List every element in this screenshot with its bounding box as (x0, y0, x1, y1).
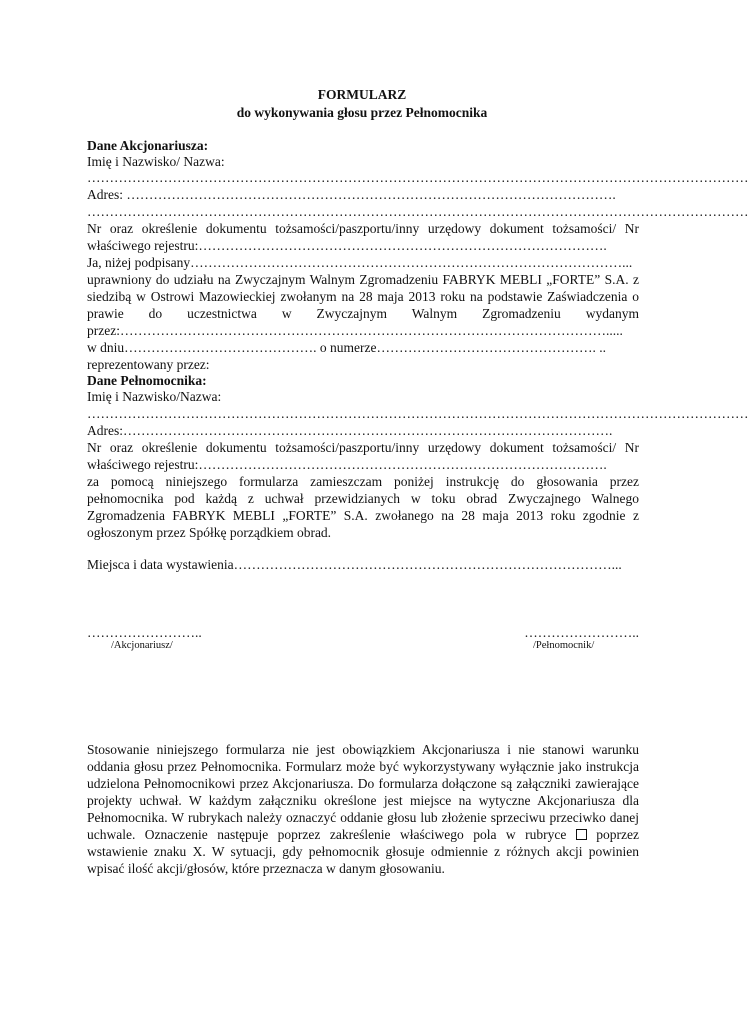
proxy-name-field[interactable]: ………………………………………………………………………………………………………………………………… (87, 406, 749, 421)
instruction-text-1: za pomocą niniejszego formularza zamieszczam poniżej instrukcję do głosowania przez (87, 474, 639, 489)
shareholder-address-continued[interactable]: ………………………………………………………………………………………………………………………………… (87, 204, 749, 219)
shareholder-name-label: Imię i Nazwisko/ Nazwa: (87, 154, 225, 169)
shareholder-signature-label: /Akcjonariusz/ (111, 640, 173, 651)
footer-text-6b: poprzez (596, 827, 640, 842)
shareholder-id-label: Nr oraz określenie dokumentu tożsamości/paszportu/inny urzędowy dokument tożsamości/ Nr (87, 221, 639, 236)
proxy-signature-line[interactable]: …………………….. (524, 625, 639, 640)
footer-text-3: udzielona Pełnomocnikowi przez Akcjonariusza. Do formularza dołączone są załączniki zawierające (87, 776, 639, 791)
footer-text-5: Pełnomocnika. W rubrykach należy oznaczyć oddanie głosu lub złożenie sprzeciwu przeciwko danej (87, 810, 639, 825)
authorization-text-1: uprawniony do udziału na Zwyczajnym Walnym Zgromadzeniu FABRYK MEBLI „FORTE” S.A. z (87, 272, 639, 287)
signed-name-field[interactable]: Ja, niżej podpisany……………………………………………………………………………………... (87, 255, 633, 270)
proxy-name-label: Imię i Nazwisko/Nazwa: (87, 389, 222, 404)
shareholder-name-field[interactable]: ………………………………………………………………………………………………………………………………… (87, 170, 749, 185)
authorization-text-3: prawie do uczestnictwa w Zwyczajnym Walnym Zgromadzeniu wydanym (87, 306, 639, 321)
issued-by-field[interactable]: przez:………………………………………………………………………………………………..... (87, 323, 623, 338)
footer-text-4: projekty uchwał. W każdym załączniku określone jest miejsce na wytyczne Akcjonariusza dla (87, 793, 639, 808)
footer-text-2: oddania głosu przez Pełnomocnika. Formularz może być wykorzystywany wyłącznie jako instrukcja (87, 759, 639, 774)
proxy-signature-label: /Pełnomocnik/ (533, 640, 595, 651)
form-title: FORMULARZ (317, 87, 407, 102)
checkbox-icon (576, 829, 587, 840)
instruction-text-3: Zgromadzenia FABRYK MEBLI „FORTE” S.A. zwołanego na 28 maja 2013 roku zgodnie z (87, 508, 639, 523)
instruction-text-4: ogłoszonym przez Spółkę porządkiem obrad. (87, 525, 332, 540)
footer-text-6 (87, 826, 639, 844)
shareholder-address-field[interactable]: Adres: ………………………………………………………………………………………………. (87, 187, 616, 202)
shareholder-signature-line[interactable]: …………………….. (87, 625, 202, 640)
place-date-field[interactable]: Miejsca i data wystawienia…………………………………………………………………………... (87, 557, 622, 572)
represented-by-label: reprezentowany przez: (87, 357, 210, 372)
proxy-id-label: Nr oraz określenie dokumentu tożsamości/paszportu/inny urzędowy dokument tożsamości/ Nr (87, 440, 639, 455)
shareholder-registry-field[interactable]: właściwego rejestru:………………………………………………………………………………. (87, 238, 607, 253)
footer-text-6a: uchwale. Oznaczenie następuje poprzez zakreślenie właściwego pola w rubryce (87, 827, 567, 842)
form-subtitle: do wykonywania głosu przez Pełnomocnika (236, 105, 488, 120)
footer-text-7: wstawienie znaku X. W sytuacji, gdy pełnomocnik głosuje odmiennie z różnych akcji powinien (87, 844, 639, 859)
proxy-address-field[interactable]: Adres:………………………………………………………………………………………………. (87, 423, 613, 438)
instruction-text-2: pełnomocnika pod każdą z uchwał przewidzianych w toku obrad Zwyczajnego Walnego (87, 491, 639, 506)
footer-text-8: wpisać ilość akcji/głosów, które przeznacza w danym głosowaniu. (87, 861, 445, 876)
footer-text-1: Stosowanie niniejszego formularza nie jest obowiązkiem Akcjonariusza i nie stanowi warunku (87, 742, 639, 757)
shareholder-heading: Dane Akcjonariusza: (87, 138, 209, 153)
proxy-registry-field[interactable]: właściwego rejestru:………………………………………………………………………………. (87, 457, 607, 472)
authorization-text-2: siedzibą w Ostrowi Mazowieckiej zwołanym na 28 maja 2013 roku na podstawie Zaświadczenia o (87, 289, 639, 304)
date-number-field[interactable]: w dniu……………………………………. o numerze…………………………………………. .. (87, 340, 606, 355)
proxy-heading: Dane Pełnomocnika: (87, 373, 207, 388)
